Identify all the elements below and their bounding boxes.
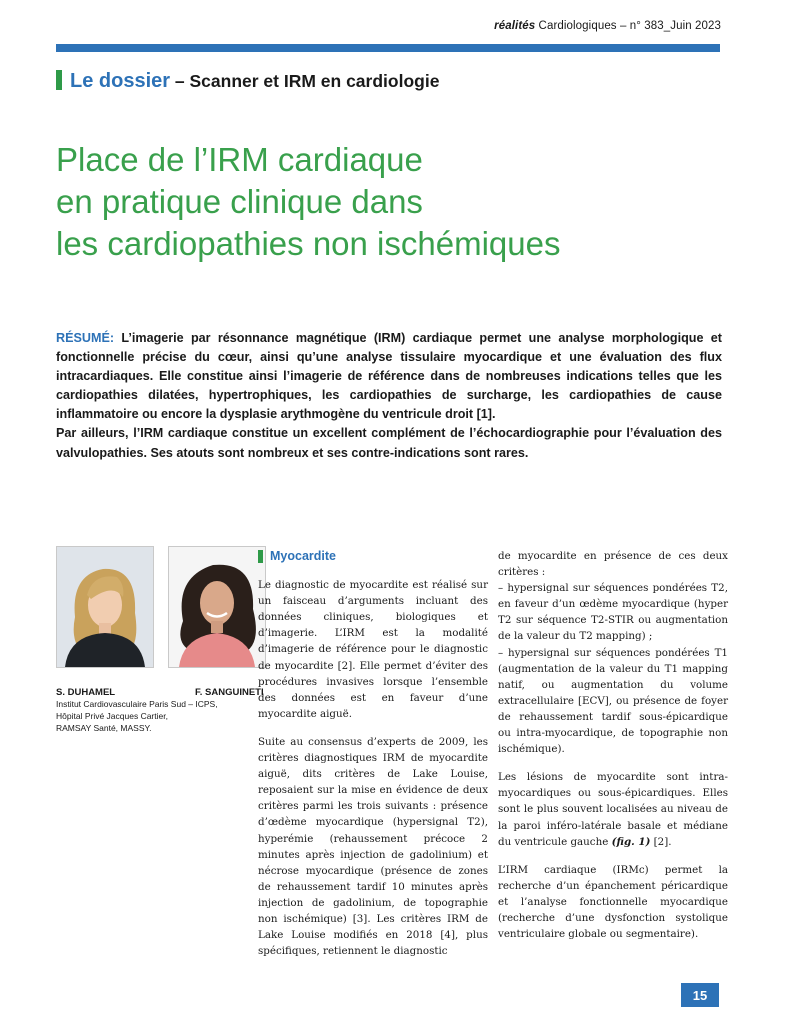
abstract-paragraph-2: Par ailleurs, l’IRM cardiaque constitue un excellent complément de l’échocardiographie pour l’évaluation des valvulopathies. Ses atouts sont nombreux et ses contre-indications sont rares. — [56, 426, 722, 460]
author-name-1: S. DUHAMEL — [56, 687, 116, 698]
abstract-paragraph-1 — [56, 329, 722, 424]
affiliation-line-1: Institut Cardiovasculaire Paris Sud – ICPS, — [56, 699, 218, 709]
article-title — [56, 139, 736, 265]
citation: [2]. — [650, 835, 672, 848]
section-topic: – Scanner et IRM en cardiologie — [170, 71, 440, 91]
author-affiliation — [56, 698, 218, 734]
section-name: Le dossier — [70, 70, 171, 92]
header-rule — [56, 44, 720, 52]
body-text: Les lésions de myocardite sont intra-myocardiques ou sous-épicardiques. Elles sont le plus souvent localisées au niveau de la paroi inféro-latérale basale et médiane du ventricule gauche — [498, 771, 728, 848]
author-photo-2 — [168, 546, 266, 668]
criteria-item-t2: – hypersignal sur séquences pondérées T2, en faveur d’un œdème myocardique (hyper T2 sur séquence T2-STIR ou augmentation de la valeur du T2 mapping) ; — [498, 582, 728, 643]
page-number: 15 — [681, 983, 719, 1007]
body-paragraph: Le diagnostic de myocardite est réalisé sur un faisceau d’arguments incluant des données cliniques, biologiques et d’imagerie. L’IRM est la modalité d’imagerie de référence pour le diagnostic de myocardite [2]. Elle permet d’éviter des procédures invasives lorsque l’ensemble des données est en faveur d’une myocardite aiguë. — [258, 579, 488, 720]
heading-marker — [258, 550, 263, 563]
title-line-3: les cardiopathies non ischémiques — [56, 225, 561, 262]
title-line-1: Place de l’IRM cardiaque — [56, 141, 423, 178]
body-column-1 — [258, 548, 488, 971]
affiliation-line-2: Hôpital Privé Jacques Cartier, — [56, 711, 168, 721]
body-column-2 — [498, 548, 728, 954]
section-heading-text: Myocardite — [270, 549, 336, 563]
body-paragraph: de myocardite en présence de ces deux critères : — [498, 550, 728, 579]
abstract-label: RÉSUMÉ: — [56, 331, 115, 345]
affiliation-line-3: RAMSAY Santé, MASSY. — [56, 723, 152, 733]
body-paragraph — [498, 769, 728, 849]
title-line-2: en pratique clinique dans — [56, 183, 423, 220]
abstract — [56, 329, 722, 463]
journal-brand: réalités — [494, 20, 536, 32]
criteria-item-t1: – hypersignal sur séquences pondérées T1 (augmentation de la valeur du T1 mapping natif, ou augmentation du volume extracellulaire [ECV], ou présence de foyer de rehaussement tardif sous-épicardique ou intra-myocardique, de topographie non ischémique). — [498, 646, 728, 756]
portrait-illustration-1 — [57, 547, 153, 667]
body-paragraph: L’IRM cardiaque (IRMc) permet la recherche d’un épanchement péricardique et l’analyse fonctionnelle myocardique (recherche d’une dysfonction systolique ventriculaire globale ou segmentaire). — [498, 863, 728, 941]
body-paragraph: Suite au consensus d’experts de 2009, les critères diagnostiques IRM de myocardite aiguë, dits critères de Lake Louise, reposaient sur la mise en évidence de deux critères parmi les trois suivants : présence d’œdème myocardique (hypersignal T2), hyperémie (rehaussement précoce 2 minutes après injection de gadolinium) et nécrose myocardique (présence de zones de rehaussement tardif 10 minutes après injection de gadolinium, de topographie non ischémique) [3]. Les critères IRM de Lake Louise modifiés en 2018 [4], plus spécifiques, retiennent le diagnostic — [258, 735, 488, 958]
abstract-text-1: L’imagerie par résonnance magnétique (IRM) cardiaque permet une analyse morphologique et fonctionnelle précise du cœur, ainsi qu’une analyse tissulaire myocardique et une évaluation des flux intracardiaques. Elle constitue ainsi l’imagerie de référence dans de nombreuses indications telles que les cardiopathies dilatées, hypertrophiques, les cardiopathies de surcharge, les cardiopathies de cause inflammatoire ou encore la dysplasie arythmogène du ventricule droit [1]. — [56, 331, 722, 422]
section-marker — [56, 70, 62, 90]
section-line — [56, 70, 439, 93]
running-header — [494, 20, 721, 32]
author-name-2: F. SANGUINETI — [195, 687, 264, 698]
journal-issue: Cardiologiques – n° 383_Juin 2023 — [535, 20, 721, 32]
portrait-illustration-2 — [169, 547, 265, 667]
section-heading — [258, 548, 488, 564]
figure-reference: (fig. 1) — [611, 835, 651, 848]
author-photo-1 — [56, 546, 154, 668]
